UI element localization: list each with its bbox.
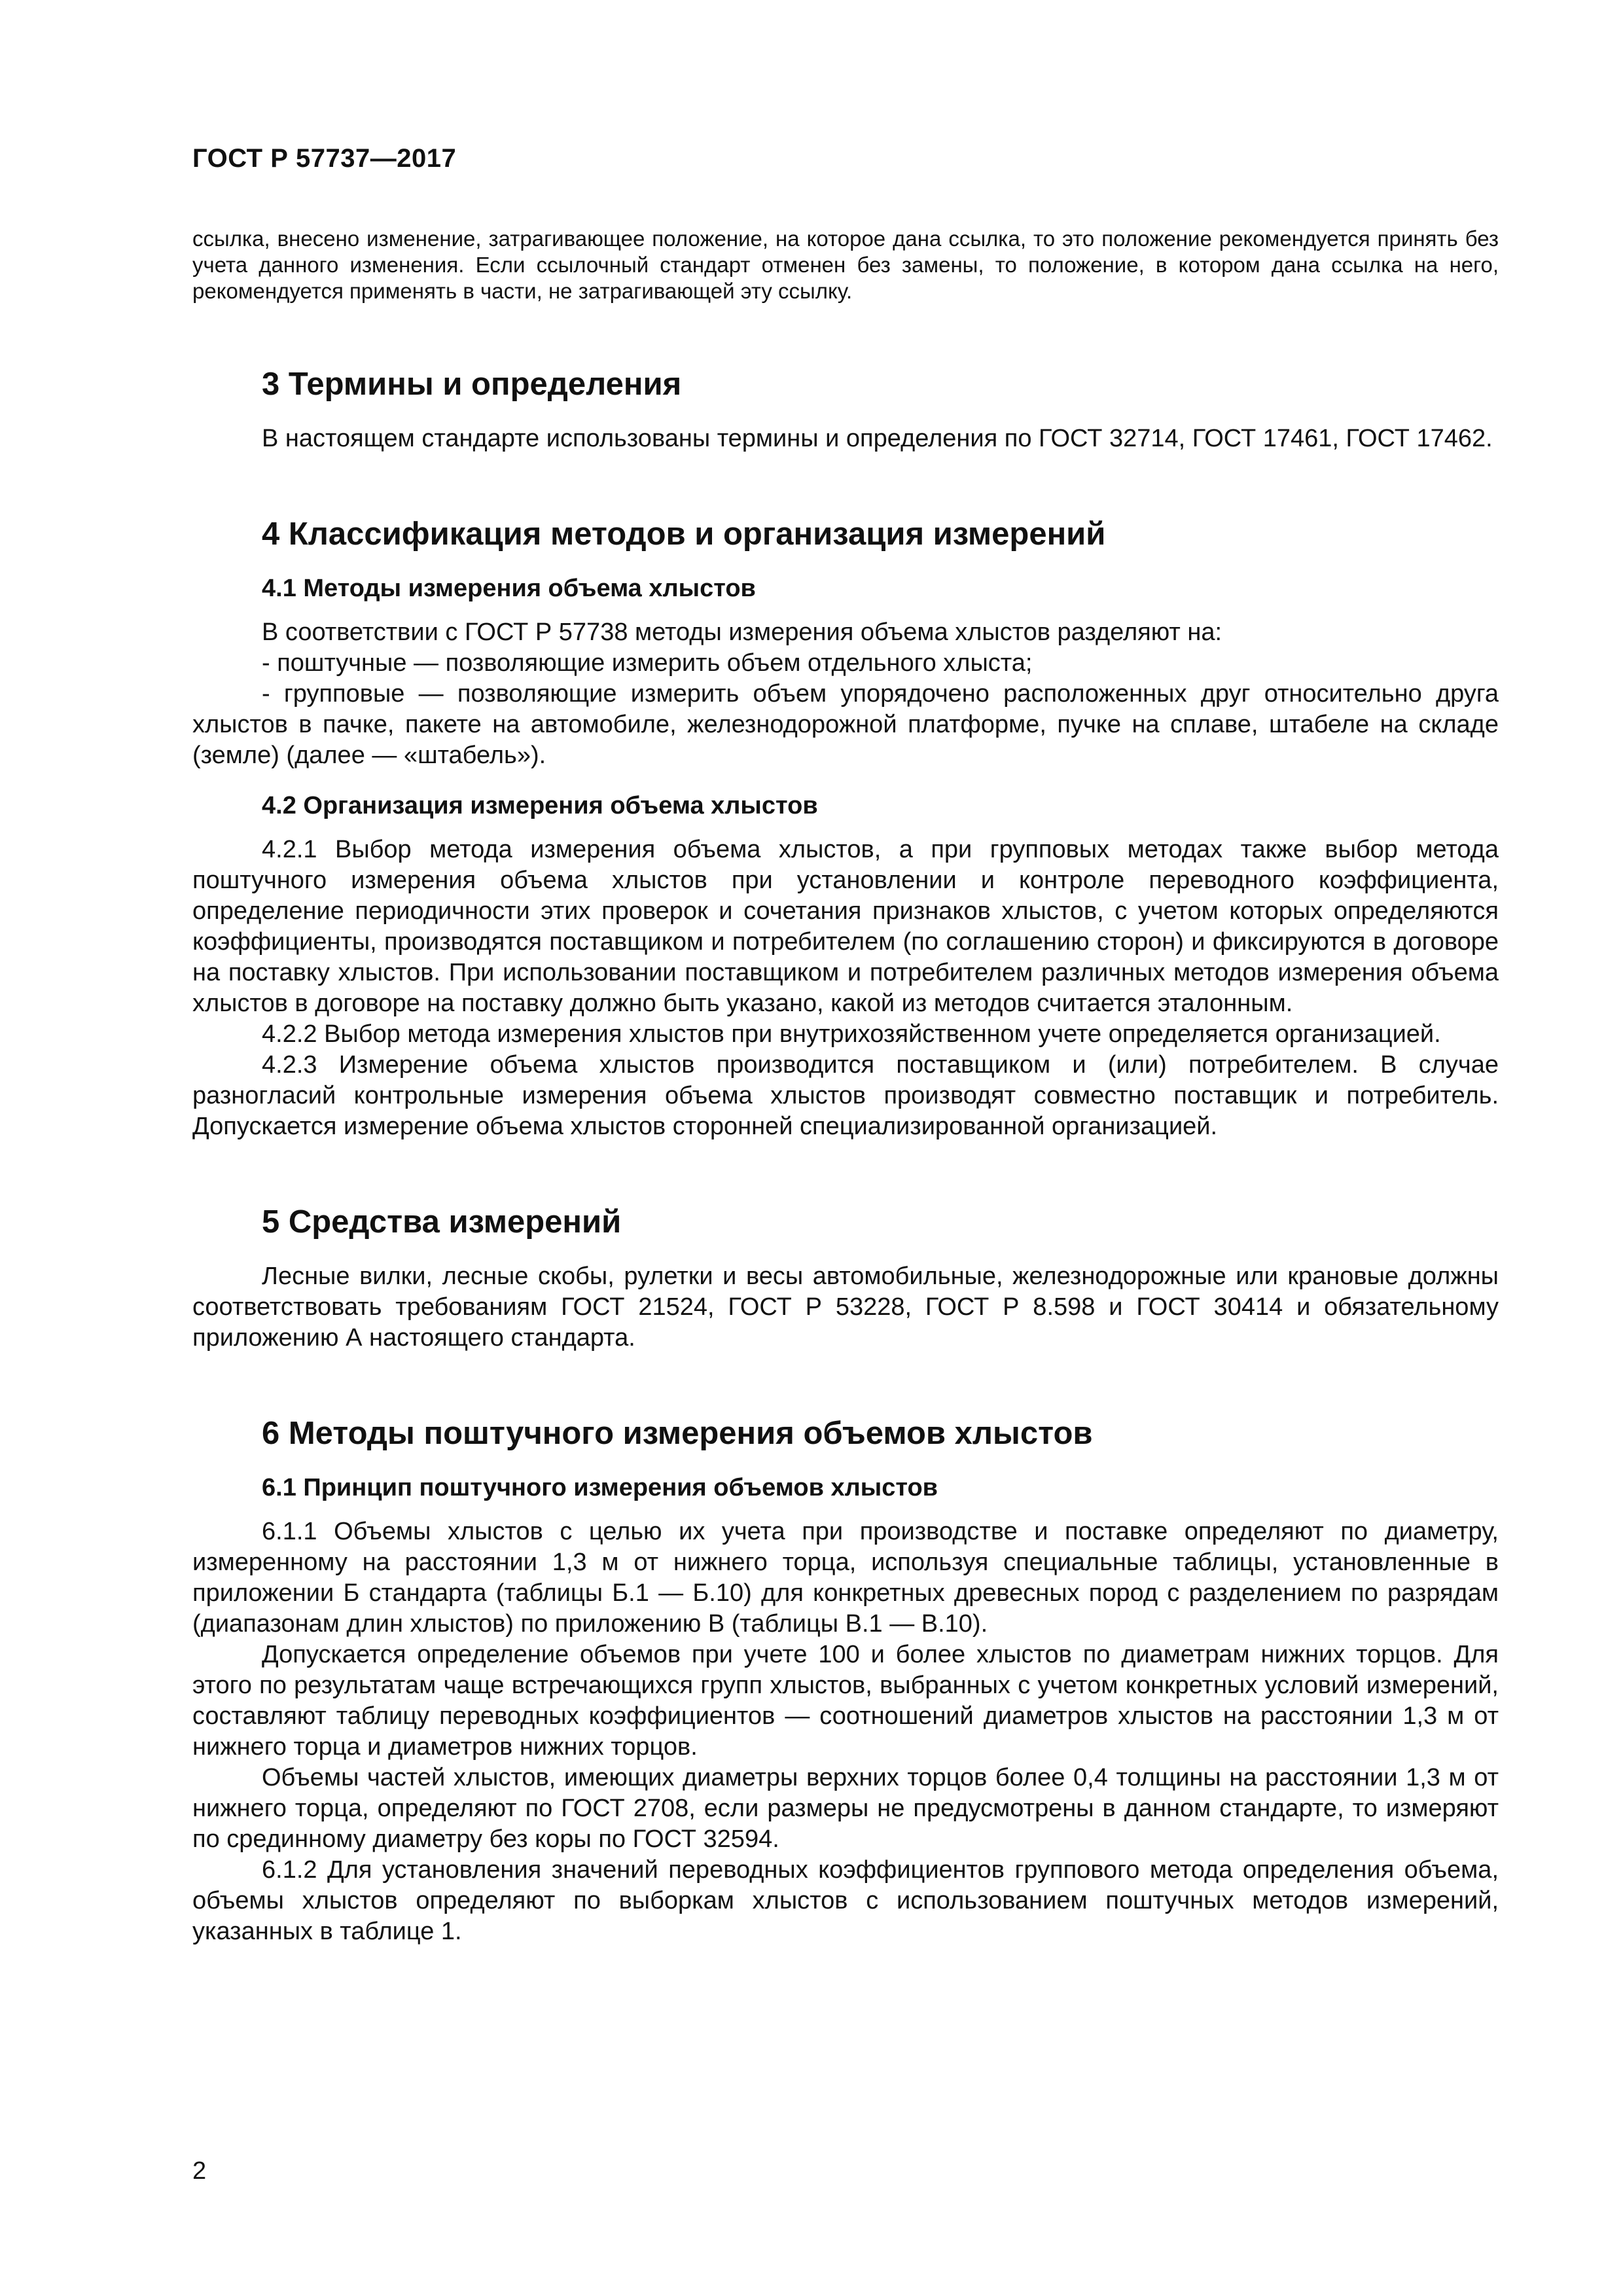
paragraph-6-1-1-cont-a: Допускается определение объемов при учете 100 и более хлыстов по диаметрам нижних торцов. Для этого по результатам чаще встречающихся групп хлыстов, выбранных с учетом конкретных условий измерений, составляют таблицу переводных коэффициентов — соотношений диаметров хлыстов на расстоянии 1,3 м от нижнего торца и диаметров нижних торцов. [192, 1641, 1499, 1761]
subsection-6-1-title: 6.1 Принцип поштучного измерения объемов хлыстов [262, 1474, 938, 1501]
subsection-4-2-title: 4.2 Организация измерения объема хлыстов [262, 792, 818, 819]
paragraph-6-1-2: 6.1.2 Для установления значений переводных коэффициентов группового метода определения объема, объемы хлыстов определяют по выборкам хлыстов с использованием поштучных методов измерений, указанных в таблице 1. [192, 1856, 1499, 1945]
standard-header: ГОСТ Р 57737—2017 [192, 144, 457, 173]
paragraph-6-1-1: 6.1.1 Объемы хлыстов с целью их учета при производстве и поставке определяют по диаметру, измеренному на расстоянии 1,3 м от нижнего торца, используя специальные таблицы, установленные в приложении Б стандарта (таблицы Б.1 — Б.10) для конкретных древесных пород с разделением по разрядам (диапазонам длин хлыстов) по приложению В (таблицы В.1 — В.10). [192, 1518, 1499, 1638]
paragraph-6-1-1-cont-b: Объемы частей хлыстов, имеющих диаметры верхних торцов более 0,4 толщины на расстоянии 1,3 м от нижнего торца, определяют по ГОСТ 2708, если размеры не предусмотрены в данном стандарте, то измеряют по срединному диаметру без коры по ГОСТ 32594. [192, 1764, 1499, 1853]
section-6-title: 6 Методы поштучного измерения объемов хлыстов [262, 1416, 1093, 1451]
paragraph-4-2-1: 4.2.1 Выбор метода измерения объема хлыстов, а при групповых методах также выбор метода поштучного измерения объема хлыстов при установлении и контроле переводного коэффициента, определение периодичности этих проверок и сочетания признаков хлыстов, с учетом которых определяются коэффициенты, производятся поставщиком и потребителем (по соглашению сторон) и фиксируются в договоре на поставку хлыстов. При использовании поставщиком и потребителем различных методов измерения объема хлыстов в договоре на поставку должно быть указано, какой из методов считается эталонным. [192, 836, 1499, 1017]
paragraph-4-2-3: 4.2.3 Измерение объема хлыстов производится поставщиком и (или) потребителем. В случае разногласий контрольные измерения объема хлыстов производят совместно поставщик и потребитель. Допускается измерение объема хлыстов сторонней специализированной организацией. [192, 1051, 1499, 1140]
section-3-title: 3 Термины и определения [262, 367, 682, 402]
page-number: 2 [192, 2157, 207, 2185]
subsection-4-1-intro: В соответствии с ГОСТ Р 57738 методы измерения объема хлыстов разделяют на: [262, 619, 1222, 646]
section-5-title: 5 Средства измерений [262, 1204, 622, 1240]
document-body [192, 226, 1499, 1947]
continuation-paragraph: ссылка, внесено изменение, затрагивающее положение, на которое дана ссылка, то это положение рекомендуется принять без учета данного изменения. Если ссылочный стандарт отменен без замены, то положение, в котором дана ссылка на него, рекомендуется применять в части, не затрагивающей эту ссылку. [192, 226, 1499, 303]
paragraph-4-2-2: 4.2.2 Выбор метода измерения хлыстов при внутрихозяйственном учете определяется организацией. [262, 1020, 1441, 1048]
subsection-4-1-title: 4.1 Методы измерения объема хлыстов [262, 575, 756, 602]
list-item: - поштучные — позволяющие измерить объем отдельного хлыста; [262, 649, 1033, 677]
section-4-title: 4 Классификация методов и организация измерений [262, 516, 1106, 552]
section-5-text: Лесные вилки, лесные скобы, рулетки и весы автомобильные, железнодорожные или крановые должны соответствовать требованиям ГОСТ 21524, ГОСТ Р 53228, ГОСТ Р 8.598 и ГОСТ 30414 и обязательному приложению А настоящего стандарта. [192, 1263, 1499, 1352]
list-item: - групповые — позволяющие измерить объем упорядочено расположенных друг относительно друга хлыстов в пачке, пакете на автомобиле, железнодорожной платформе, пучке на сплаве, штабеле на складе (земле) (далее — «штабель»). [192, 680, 1499, 769]
section-3-text: В настоящем стандарте использованы термины и определения по ГОСТ 32714, ГОСТ 17461, ГОСТ 17462. [262, 425, 1493, 452]
